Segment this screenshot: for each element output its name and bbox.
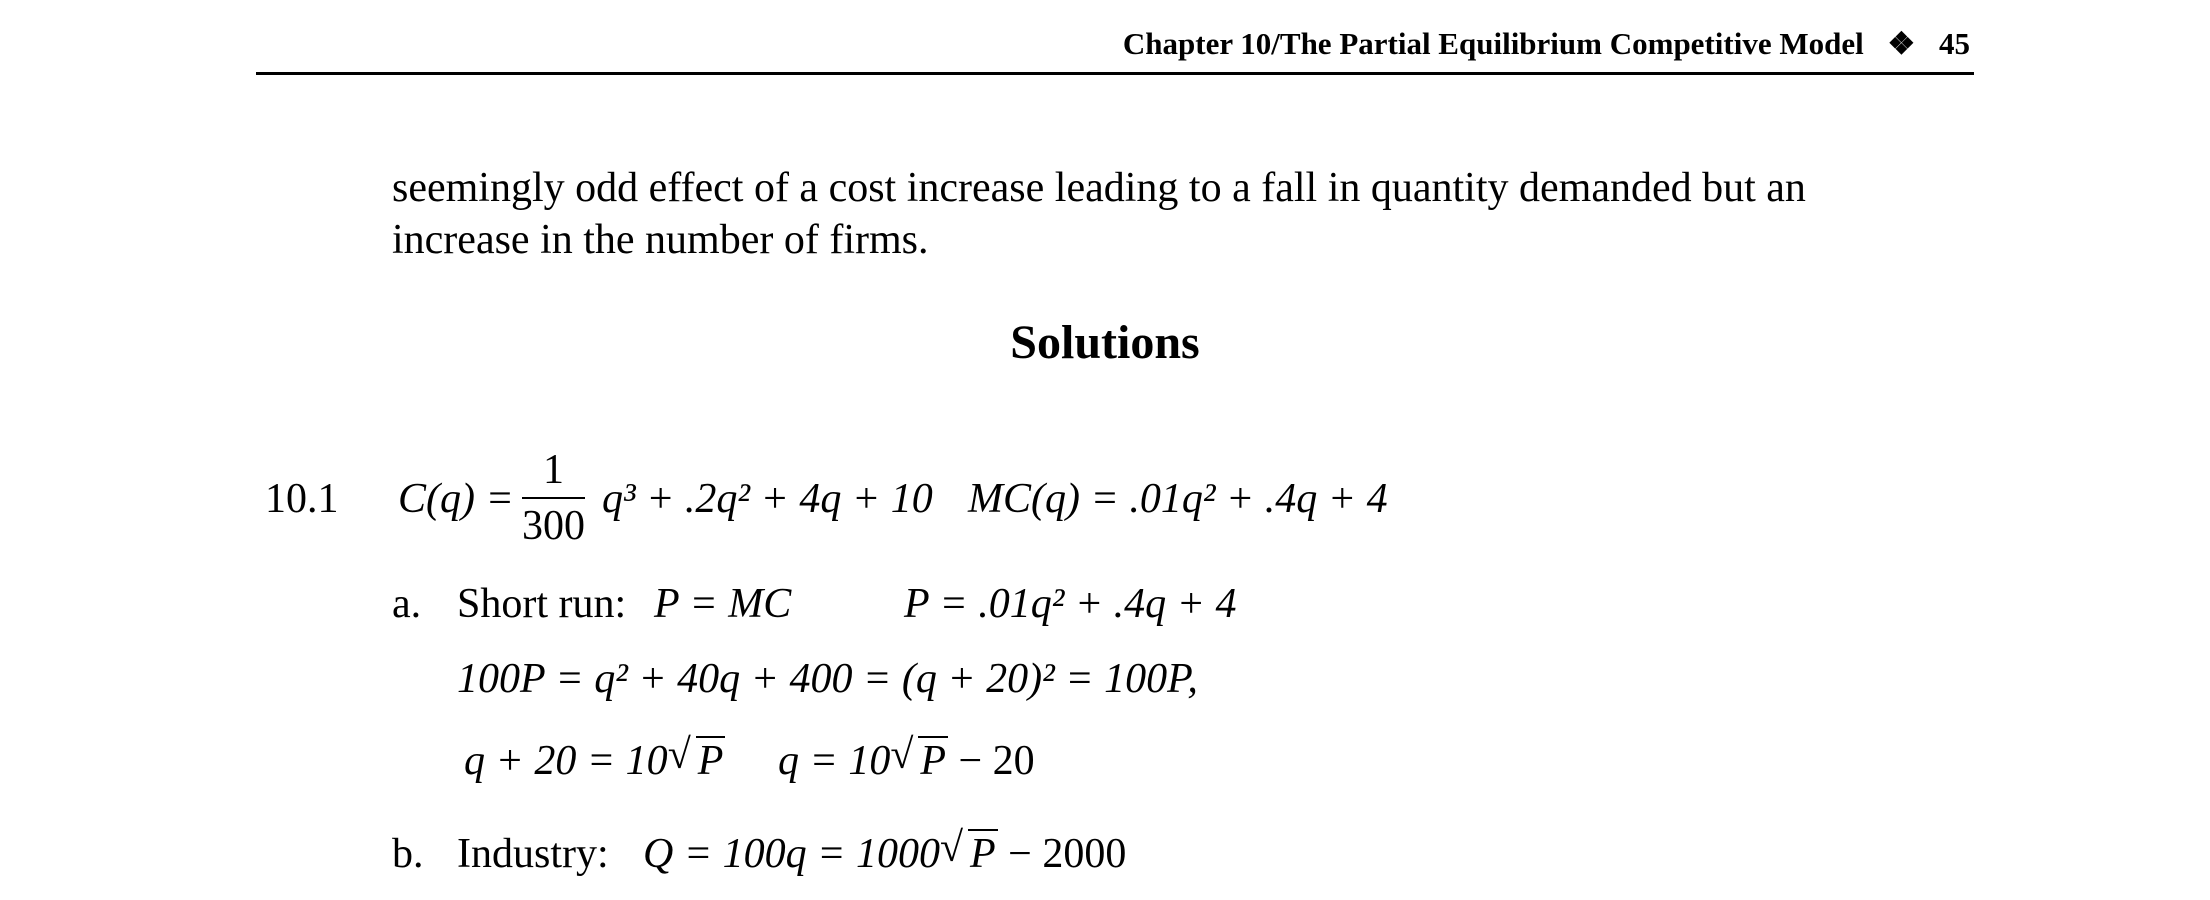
radicand: P [970, 831, 996, 877]
solutions-heading: Solutions [1010, 316, 1200, 369]
marginal-cost-equation: MC(q) = .01q² + .4q + 4 [968, 476, 1388, 522]
part-b-text: Industry: [457, 831, 609, 877]
radicand: P [697, 738, 724, 784]
line3-right-text: q = 10 [778, 738, 891, 784]
radicand: P [920, 738, 946, 784]
diamond-separator-icon: ❖ [1887, 26, 1916, 61]
page-number: 45 [1939, 26, 1970, 61]
cost-fraction [522, 445, 585, 551]
line3-left-text: q + 20 = 10 [464, 738, 668, 784]
part-a-line-2: 100P = q² + 40q + 400 = (q + 20)² = 100P, [457, 656, 1198, 702]
part-a-line-3-left [464, 732, 725, 785]
square-root [890, 732, 948, 785]
square-root [667, 732, 726, 785]
part-a-equation-1: P = MC [654, 581, 792, 627]
radical-sign-icon: √ [667, 732, 691, 778]
cost-fraction-denominator: 300 [522, 503, 585, 549]
fraction-bar [522, 497, 585, 499]
part-b-eq-tail: − 2000 [997, 831, 1127, 877]
part-a-label: a. [392, 581, 422, 627]
part-b-eq-text: Q = 100q = 1000 [643, 831, 941, 877]
part-a-equation-2: P = .01q² + .4q + 4 [904, 581, 1237, 627]
running-title: Chapter 10/The Partial Equilibrium Competitive Model [1122, 26, 1864, 61]
problem-number: 10.1 [265, 476, 339, 522]
square-root [940, 825, 998, 878]
part-a-text: Short run: [457, 581, 627, 627]
cost-function-lhs: C(q) = [398, 476, 514, 522]
part-a-line-3-right [778, 732, 1035, 785]
radical-sign-icon: √ [940, 825, 964, 871]
paragraph-line-1: seemingly odd effect of a cost increase leading to a fall in quantity demanded but an [392, 165, 1806, 211]
part-b-equation [643, 825, 1127, 878]
part-b-label: b. [392, 831, 424, 877]
header-rule [256, 72, 1974, 75]
running-head [0, 26, 1970, 62]
radical-sign-icon: √ [890, 732, 914, 778]
cost-fraction-numerator: 1 [543, 447, 564, 493]
paragraph-line-2: increase in the number of firms. [392, 217, 929, 263]
cost-function-rest: q³ + .2q² + 4q + 10 [602, 476, 933, 522]
line3-right-tail: − 20 [948, 738, 1035, 784]
